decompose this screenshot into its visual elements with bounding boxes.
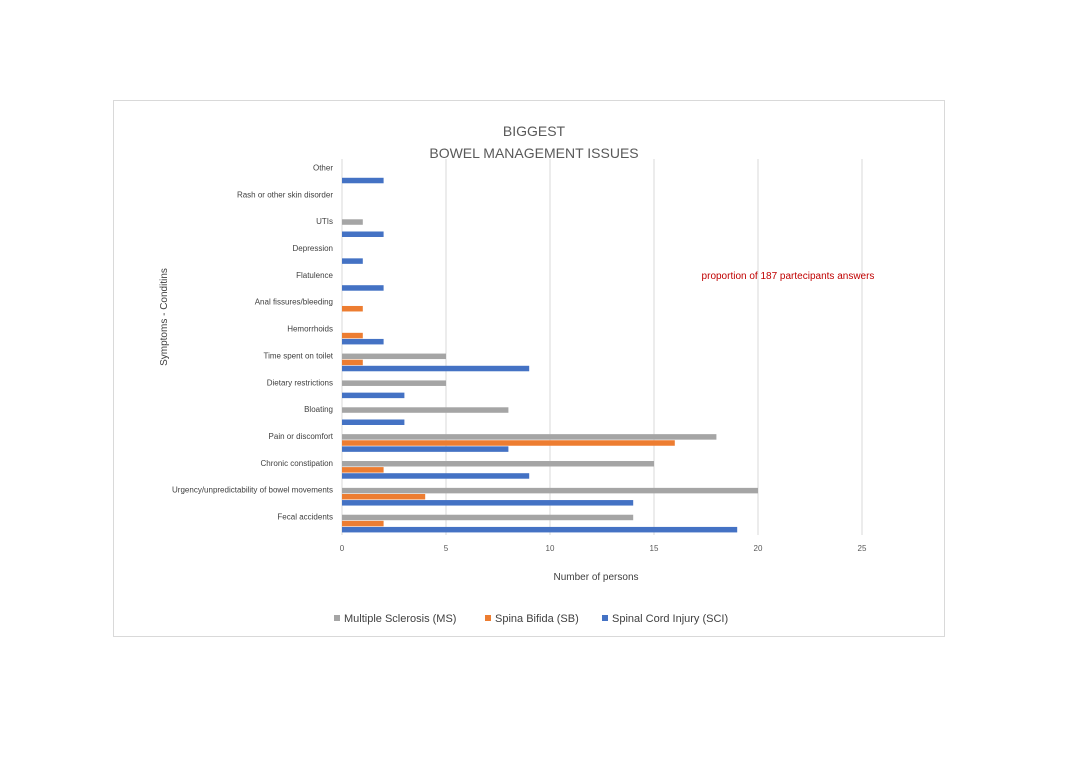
bar-1-2 (342, 488, 758, 494)
legend-swatch-2 (485, 615, 491, 621)
category-label-3: Chronic constipation (260, 458, 333, 468)
x-tick-label-15: 15 (649, 544, 659, 553)
category-label-9: Anal fissures/bleeding (254, 297, 333, 307)
category-labels (172, 163, 334, 521)
category-label-13: Rash or other skin disorder (236, 190, 333, 200)
bar-3-4 (342, 446, 508, 452)
bar-3-7 (342, 366, 529, 372)
bar-3-1 (342, 527, 737, 533)
x-axis-title: Number of persons (553, 572, 639, 583)
bar-2-4 (342, 440, 675, 446)
category-label-6: Dietary restrictions (266, 378, 333, 388)
legend-label-2: Spina Bifida (SB) (495, 613, 579, 625)
bar-3-8 (342, 339, 384, 345)
bar-2-9 (342, 306, 363, 312)
participants-annotation: proportion of 187 partecipants answers (701, 271, 875, 282)
category-label-4: Pain or discomfort (268, 432, 333, 441)
bar-2-7 (342, 360, 363, 366)
x-tick-label-5: 5 (443, 544, 449, 553)
x-tick-label-20: 20 (753, 544, 763, 553)
bar-1-6 (342, 380, 446, 386)
x-tick-label-25: 25 (857, 544, 867, 553)
bar-1-3 (342, 461, 654, 467)
legend-swatch-1 (334, 615, 340, 621)
bar-3-11 (342, 258, 363, 264)
y-axis-title: Symptoms - Conditins (159, 268, 170, 366)
bar-3-3 (342, 473, 529, 479)
legend (334, 613, 728, 625)
category-label-2: Urgency/unpredictability of bowel movements (172, 485, 333, 495)
category-label-1: Fecal accidents (277, 512, 333, 522)
category-label-12: UTIs (316, 217, 333, 227)
legend-swatch-3 (602, 615, 608, 621)
legend-label-1: Multiple Sclerosis (MS) (344, 613, 457, 625)
category-label-11: Depression (292, 244, 333, 253)
bar-2-1 (342, 521, 384, 527)
x-tick-label-0: 0 (339, 544, 345, 553)
category-label-5: Bloating (304, 405, 333, 415)
bar-2-8 (342, 333, 363, 339)
bar-3-12 (342, 231, 384, 237)
legend-label-3: Spinal Cord Injury (SCI) (612, 613, 729, 625)
bar-2-2 (342, 494, 425, 500)
bar-3-5 (342, 419, 404, 425)
bar-1-12 (342, 219, 363, 225)
bar-3-10 (342, 285, 384, 291)
category-label-8: Hemorrhoids (287, 324, 333, 334)
bar-1-7 (342, 354, 446, 360)
bar-3-2 (342, 500, 633, 506)
chart-title-line-2: BOWEL MANAGEMENT ISSUES (429, 145, 639, 161)
bar-3-6 (342, 393, 404, 399)
chart-title-line-1: BIGGEST (502, 123, 566, 139)
x-tick-label-10: 10 (545, 544, 555, 553)
bar-1-5 (342, 407, 508, 413)
category-label-14: Other (312, 163, 333, 173)
category-label-10: Flatulence (296, 270, 333, 280)
bar-2-3 (342, 467, 384, 473)
category-label-7: Time spent on toilet (263, 351, 333, 361)
bar-1-1 (342, 515, 633, 521)
bar-3-14 (342, 178, 384, 184)
x-tick-labels (340, 544, 867, 553)
bar-1-4 (342, 434, 716, 440)
